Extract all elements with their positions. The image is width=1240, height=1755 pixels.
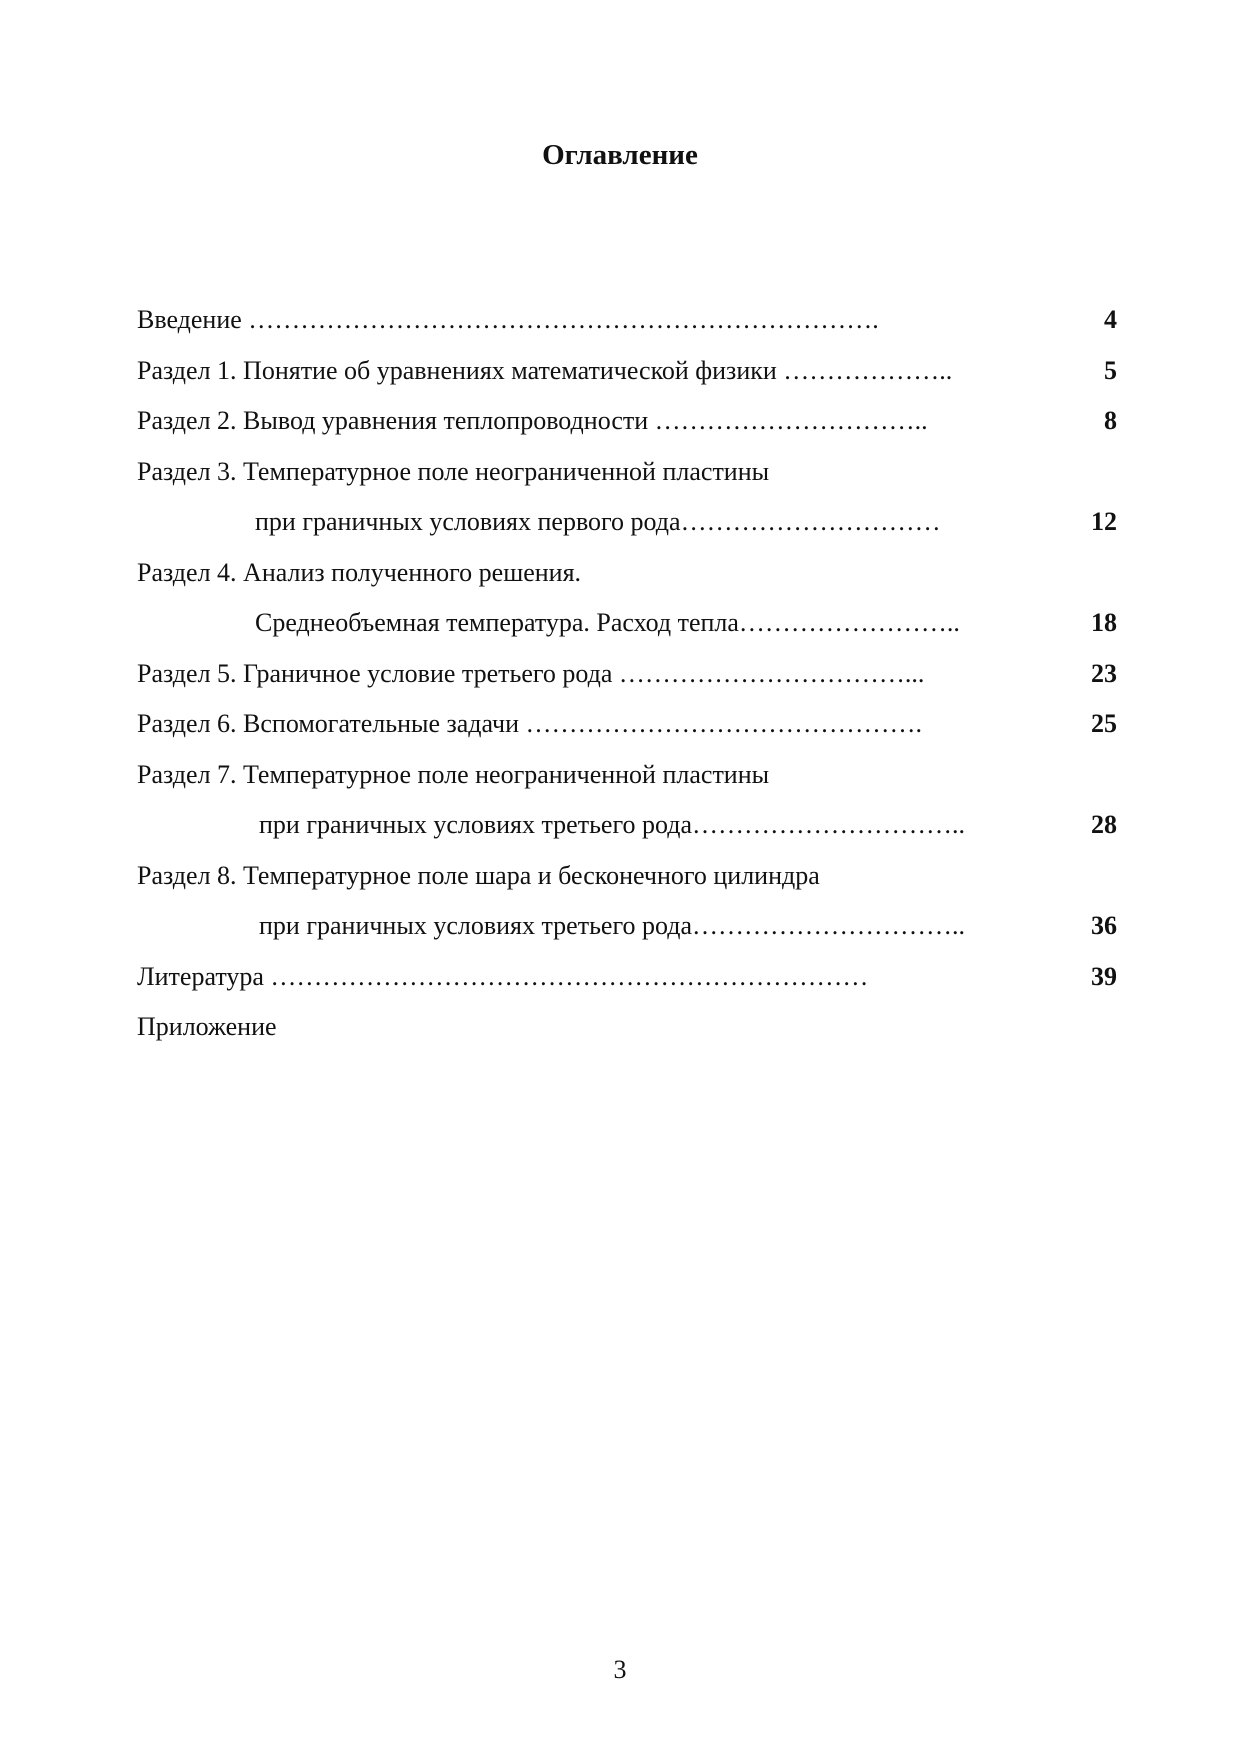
toc-entry-text: Введение ………………………………………………………………. [137, 305, 879, 334]
toc-entry-section-7 [137, 757, 1117, 808]
toc-entry-text: Раздел 5. Граничное условие третьего рода ……………………………... [137, 658, 925, 688]
toc-entry-text: Среднеобъемная температура. Расход тепла…………………….. [255, 608, 960, 637]
toc-entry-text: Раздел 6. Вспомогательные задачи ………………………………………. [137, 709, 923, 738]
toc-entry-page: 4 [1104, 305, 1117, 334]
toc-entry-section-8-continuation [137, 908, 1117, 959]
toc-entry-page: 25 [1091, 709, 1117, 738]
toc-entry-page: 36 [1091, 911, 1117, 940]
toc-entry-section-2 [137, 403, 1117, 454]
toc-entry-page: 5 [1104, 355, 1117, 385]
toc-entry-text: Раздел 8. Температурное поле шара и бесконечного цилиндра [137, 860, 820, 890]
toc-entry-introduction [137, 302, 1117, 353]
page-title: Оглавление [542, 139, 698, 171]
toc-entry-page: 28 [1091, 810, 1117, 839]
toc-entry-page: 12 [1091, 507, 1117, 536]
toc-entry-text: при граничных условиях первого рода………………………… [255, 507, 941, 536]
toc-entry-page: 18 [1091, 608, 1117, 637]
toc-entry-section-4 [137, 555, 1117, 606]
toc-entry-section-6 [137, 706, 1117, 757]
toc-entry-section-4-continuation [137, 605, 1117, 656]
toc-entry-text: Раздел 3. Температурное поле неограниченной пластины [137, 456, 770, 486]
toc-entry-section-1 [137, 353, 1117, 404]
table-of-contents [137, 302, 1117, 1060]
toc-entry-text: при граничных условиях третьего рода………………………….. [259, 810, 965, 839]
toc-entry-text: Приложение [137, 1012, 277, 1041]
toc-entry-text: Раздел 2. Вывод уравнения теплопроводности ………………………….. [137, 406, 928, 435]
toc-entry-section-3 [137, 454, 1117, 505]
toc-entry-text: при граничных условиях третьего рода………………………….. [259, 911, 965, 940]
toc-entry-page: 8 [1104, 406, 1117, 435]
toc-entry-text: Раздел 1. Понятие об уравнениях математической физики ……………….. [137, 355, 953, 385]
toc-entry-page: 23 [1091, 658, 1117, 688]
toc-entry-section-5 [137, 656, 1117, 707]
toc-entry-literature [137, 959, 1117, 1010]
toc-entry-section-3-continuation [137, 504, 1117, 555]
toc-entry-page: 39 [1091, 961, 1117, 991]
page-number: 3 [613, 1655, 627, 1684]
toc-entry-text: Литература …………………………………………………………… [137, 961, 869, 991]
toc-entry-text: Раздел 4. Анализ полученного решения. [137, 557, 582, 587]
toc-entry-section-7-continuation [137, 807, 1117, 858]
toc-entry-text: Раздел 7. Температурное поле неограниченной пластины [137, 759, 770, 789]
toc-entry-appendix [137, 1009, 1117, 1060]
toc-entry-section-8 [137, 858, 1117, 909]
